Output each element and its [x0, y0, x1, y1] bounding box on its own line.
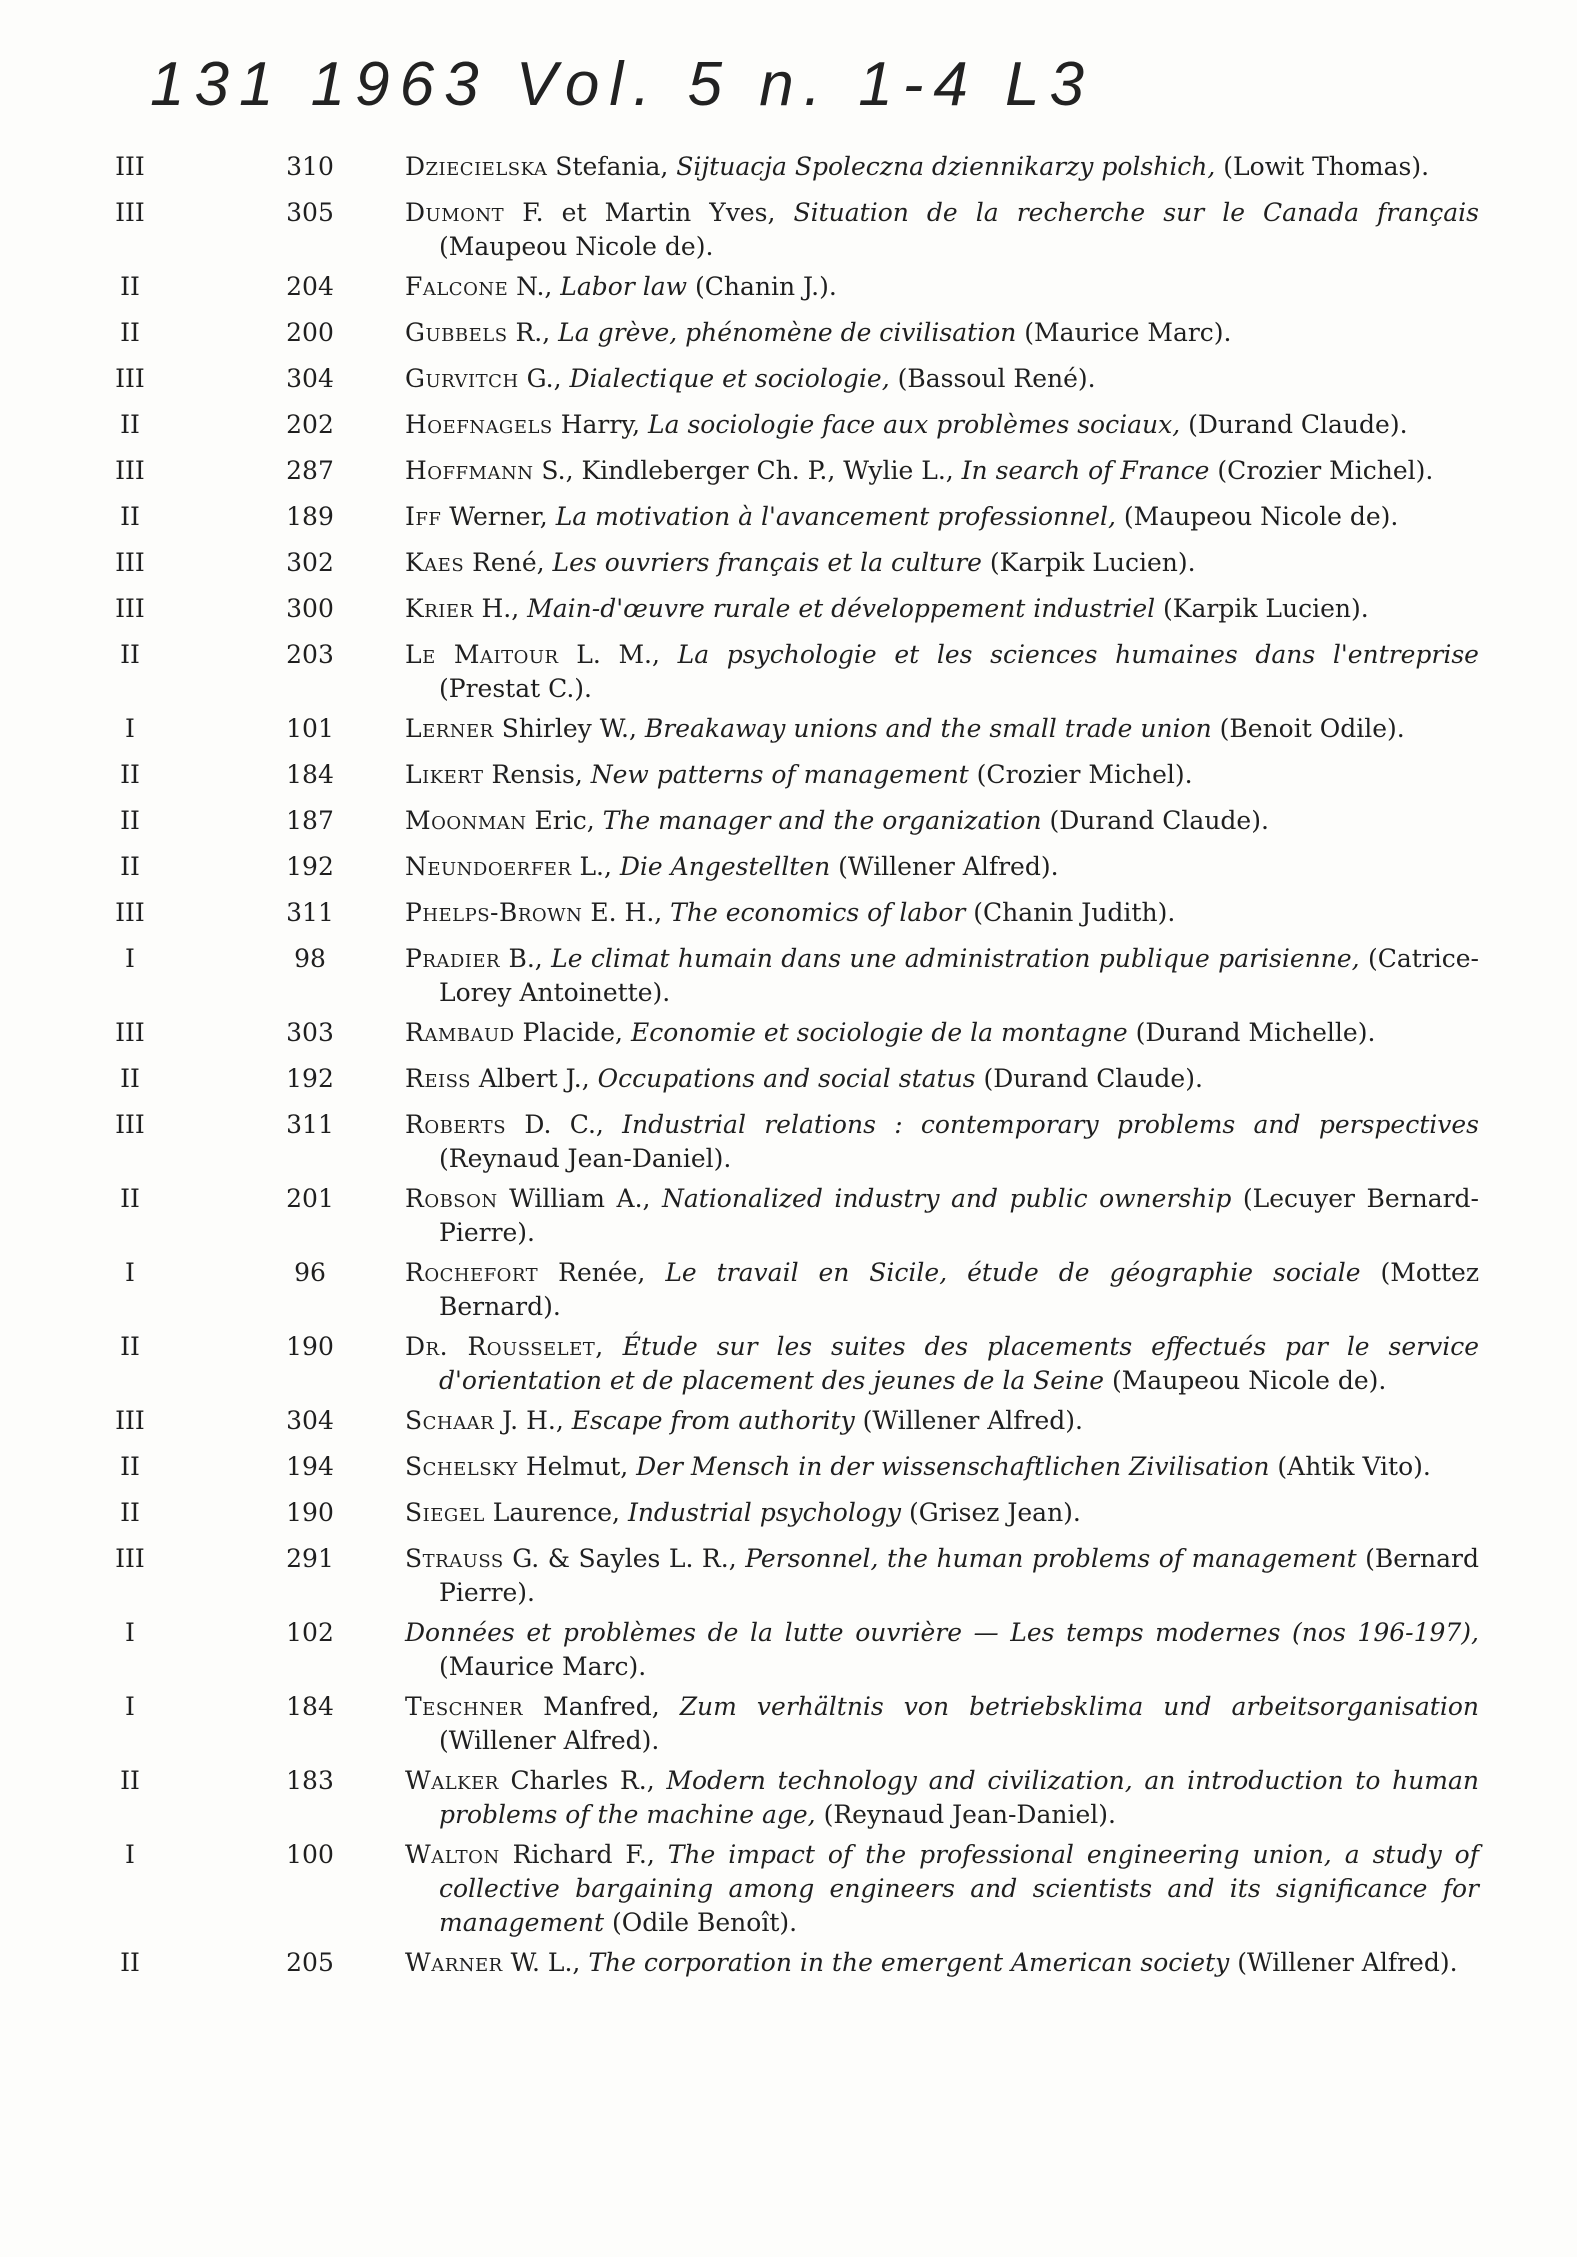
work-title: The manager and the organization [602, 806, 1042, 835]
bibliography-entry [70, 1690, 1490, 1758]
reviewer: (Willener Alfred). [439, 1726, 660, 1755]
page-number: 184 [286, 760, 334, 789]
author-details: Rensis, [483, 760, 591, 789]
reference-text [405, 1404, 1479, 1438]
bibliography-entry [70, 270, 1490, 310]
work-title: Der Mensch in der wissenschaftlichen Zivilisation [636, 1452, 1270, 1481]
bibliography-entry [70, 1764, 1490, 1832]
page-number: 304 [286, 1406, 334, 1435]
reference-text [405, 1450, 1479, 1484]
author-details: Werner, [441, 502, 556, 531]
reviewer: (Durand Claude). [1180, 410, 1408, 439]
reviewer: (Willener Alfred). [1229, 1948, 1458, 1977]
author-details: William A., [497, 1184, 662, 1213]
volume-number: III [115, 594, 145, 623]
page-number: 204 [286, 272, 334, 301]
reference-text [405, 546, 1479, 580]
author-name: Lerner [405, 714, 494, 743]
reference-text [405, 758, 1479, 792]
author-details: N., [508, 272, 561, 301]
volume-number: II [120, 410, 140, 439]
work-title: Die Angestellten [619, 852, 831, 881]
volume-number: III [115, 1406, 145, 1435]
volume-number: III [115, 1018, 145, 1047]
author-name: Dumont [405, 198, 505, 227]
reviewer: (Odile Benoît). [604, 1908, 798, 1937]
reviewer: (Catrice-Lorey Antoinette). [439, 944, 1479, 1007]
page-number: 200 [286, 318, 334, 347]
bibliography-entry [70, 1946, 1490, 1986]
volume-number: I [125, 944, 135, 973]
author-details: Harry, [552, 410, 649, 439]
reference-text [405, 850, 1479, 884]
reviewer: (Prestat C.). [439, 674, 592, 703]
bibliography-entry [70, 546, 1490, 586]
volume-number: III [115, 456, 145, 485]
reviewer: (Lowit Thomas). [1215, 152, 1430, 181]
author-details: Eric, [526, 806, 603, 835]
reference-text [405, 270, 1479, 304]
author-details: Charles R., [498, 1766, 667, 1795]
reference-text [405, 1062, 1479, 1096]
volume-number: III [115, 1110, 145, 1139]
bibliography-entry [70, 150, 1490, 190]
reviewer: (Maupeou Nicole de). [1104, 1366, 1387, 1395]
page-number: 96 [294, 1258, 326, 1287]
reviewer: (Durand Michelle). [1127, 1018, 1376, 1047]
author-details: F. et Martin Yves, [504, 198, 794, 227]
reference-text [405, 316, 1479, 350]
work-title: New patterns of management [590, 760, 969, 789]
reviewer: (Lecuyer Bernard-Pierre). [439, 1184, 1480, 1247]
volume-number: I [125, 714, 135, 743]
author-name: Gubbels [405, 318, 508, 347]
reference-text [405, 638, 1479, 706]
author-name: Walker [405, 1766, 499, 1795]
page-number: 184 [286, 1692, 334, 1721]
reviewer: (Durand Claude). [975, 1064, 1203, 1093]
reference-text [405, 1690, 1479, 1758]
volume-number: III [115, 548, 145, 577]
page-number: 201 [286, 1184, 334, 1213]
reviewer: (Grisez Jean). [901, 1498, 1081, 1527]
author-details: R., [507, 318, 559, 347]
bibliography-entry [70, 1256, 1490, 1324]
page-number: 98 [294, 944, 326, 973]
author-details: H., [473, 594, 528, 623]
author-details: G. & Sayles L. R., [503, 1544, 746, 1573]
reviewer: (Ahtik Vito). [1269, 1452, 1431, 1481]
page-number: 192 [286, 852, 334, 881]
work-title: Zum verhältnis von betriebsklima und arbeitsorganisation [679, 1692, 1479, 1721]
author-name: Neundoerfer [405, 852, 572, 881]
bibliography-entry [70, 1182, 1490, 1250]
reviewer: (Bernard Pierre). [439, 1544, 1479, 1607]
reviewer: (Mottez Bernard). [439, 1258, 1479, 1321]
bibliography-entry [70, 1450, 1490, 1490]
author-name: Gurvitch [405, 364, 519, 393]
volume-number: II [120, 760, 140, 789]
reference-text [405, 1496, 1479, 1530]
reference-text [405, 150, 1479, 184]
reference-text [405, 1016, 1479, 1050]
author-name: Hoffmann [405, 456, 534, 485]
page-number: 303 [286, 1018, 334, 1047]
work-title: Breakaway unions and the small trade union [644, 714, 1212, 743]
volume-number: II [120, 1948, 140, 1977]
work-title: Données et problèmes de la lutte ouvrière — Les temps modernes (nos 196-197), [405, 1618, 1479, 1647]
volume-number: II [120, 1498, 140, 1527]
bibliography-entry [70, 1330, 1490, 1398]
author-name: Robson [405, 1184, 498, 1213]
work-title: Nationalized industry and public ownership [661, 1184, 1232, 1213]
author-name: Schaar [405, 1406, 495, 1435]
author-details: L. M., [558, 640, 678, 669]
bibliography-list [70, 150, 1490, 1992]
volume-number: II [120, 1064, 140, 1093]
bibliography-entry [70, 1062, 1490, 1102]
reviewer: (Reynaud Jean-Daniel). [439, 1144, 732, 1173]
reference-text [405, 1764, 1479, 1832]
author-details: W. L., [502, 1948, 589, 1977]
volume-number: II [120, 318, 140, 347]
page-number: 192 [286, 1064, 334, 1093]
work-title: Labor law [560, 272, 688, 301]
author-details: D. C., [506, 1110, 623, 1139]
volume-number: III [115, 898, 145, 927]
work-title: Modern technology and civilization, an introduction to human problems of the machine age, [439, 1766, 1479, 1829]
author-name: Moonman [405, 806, 527, 835]
bibliography-entry [70, 850, 1490, 890]
page-number: 304 [286, 364, 334, 393]
reviewer: (Bassoul René). [889, 364, 1096, 393]
reference-text [405, 454, 1479, 488]
page-number: 187 [286, 806, 334, 835]
author-name: Hoefnagels [405, 410, 553, 439]
work-title: Étude sur les suites des placements effectués par le service d'orientation et de placement des jeunes de la Seine [439, 1332, 1479, 1395]
volume-number: I [125, 1840, 135, 1869]
reference-text [405, 712, 1479, 746]
volume-number: III [115, 198, 145, 227]
author-name: Warner [405, 1948, 503, 1977]
bibliography-entry [70, 196, 1490, 264]
reviewer: (Willener Alfred). [854, 1406, 1083, 1435]
work-title: La psychologie et les sciences humaines dans l'entreprise [677, 640, 1479, 669]
author-details: René, [464, 548, 553, 577]
volume-number: II [120, 1184, 140, 1213]
author-details: G., [518, 364, 570, 393]
reviewer: (Benoit Odile). [1211, 714, 1405, 743]
work-title: In search of France [961, 456, 1210, 485]
reviewer: (Maurice Marc). [1016, 318, 1232, 347]
reference-text [405, 942, 1479, 1010]
bibliography-entry [70, 1838, 1490, 1940]
author-name: Roberts [405, 1110, 507, 1139]
reference-text [405, 196, 1479, 264]
reference-text [405, 804, 1479, 838]
author-name: Rochefort [405, 1258, 539, 1287]
volume-number: II [120, 1332, 140, 1361]
volume-number: II [120, 1766, 140, 1795]
author-details: Placide, [514, 1018, 631, 1047]
volume-number: II [120, 640, 140, 669]
work-title: Dialectique et sociologie, [569, 364, 890, 393]
page-number: 203 [286, 640, 334, 669]
reviewer: (Maurice Marc). [439, 1652, 647, 1681]
reference-text [405, 1616, 1479, 1684]
bibliography-entry [70, 362, 1490, 402]
reviewer: (Maupeou Nicole de). [439, 232, 714, 261]
reference-text [405, 1182, 1479, 1250]
author-details: Helmut, [517, 1452, 637, 1481]
reviewer: (Karpik Lucien). [981, 548, 1196, 577]
reviewer: (Durand Claude). [1041, 806, 1269, 835]
work-title: The impact of the professional engineering union, a study of collective bargaining among engineers and scientists and its significance for management [439, 1840, 1479, 1937]
page-number: 190 [286, 1332, 334, 1361]
volume-number: III [115, 364, 145, 393]
reference-text [405, 408, 1479, 442]
page-number: 202 [286, 410, 334, 439]
author-details: S., Kindleberger Ch. P., Wylie L., [533, 456, 962, 485]
author-name: Reiss [405, 1064, 471, 1093]
author-name: Kaes [405, 548, 465, 577]
reference-text [405, 1256, 1479, 1324]
author-name: Pradier [405, 944, 501, 973]
page-number: 287 [286, 456, 334, 485]
author-details: Albert J., [470, 1064, 598, 1093]
reviewer: (Chanin Judith). [965, 898, 1176, 927]
bibliography-entry [70, 638, 1490, 706]
work-title: La grève, phénomène de civilisation [558, 318, 1017, 347]
author-name: Walton [405, 1840, 500, 1869]
page-number: 100 [286, 1840, 334, 1869]
author-name: Krier [405, 594, 474, 623]
author-details: L., [571, 852, 620, 881]
volume-number: II [120, 852, 140, 881]
reference-text [405, 896, 1479, 930]
reference-text [405, 500, 1479, 534]
bibliography-entry [70, 454, 1490, 494]
reference-text [405, 592, 1479, 626]
page-number: 205 [286, 1948, 334, 1977]
page-number: 305 [286, 198, 334, 227]
work-title: Occupations and social status [597, 1064, 976, 1093]
page-number: 302 [286, 548, 334, 577]
reviewer: (Karpik Lucien). [1155, 594, 1369, 623]
page-number: 311 [286, 1110, 334, 1139]
author-details: Laurence, [484, 1498, 628, 1527]
reference-text [405, 1542, 1479, 1610]
bibliography-entry [70, 1404, 1490, 1444]
bibliography-entry [70, 1542, 1490, 1610]
bibliography-entry [70, 408, 1490, 448]
reference-text [405, 362, 1479, 396]
reviewer: (Crozier Michel). [968, 760, 1193, 789]
handwritten-header: 131 1963 Vol. 5 n. 1-4 L3 [150, 50, 1095, 119]
page-number: 291 [286, 1544, 334, 1573]
volume-number: III [115, 1544, 145, 1573]
author-name: Schelsky [405, 1452, 518, 1481]
volume-number: I [125, 1618, 135, 1647]
work-title: Situation de la recherche sur le Canada français [793, 198, 1479, 227]
page-number: 102 [286, 1618, 334, 1647]
author-details: B., [500, 944, 552, 973]
bibliography-entry [70, 942, 1490, 1010]
page-number: 190 [286, 1498, 334, 1527]
volume-number: II [120, 272, 140, 301]
volume-number: I [125, 1692, 135, 1721]
author-name: Teschner [405, 1692, 524, 1721]
work-title: The economics of labor [670, 898, 966, 927]
author-name: Falcone [405, 272, 509, 301]
work-title: Escape from authority [571, 1406, 855, 1435]
bibliography-entry [70, 1616, 1490, 1684]
volume-number: III [115, 152, 145, 181]
work-title: La sociologie face aux problèmes sociaux, [648, 410, 1181, 439]
bibliography-entry [70, 500, 1490, 540]
page-number: 183 [286, 1766, 334, 1795]
author-details: E. H., [582, 898, 671, 927]
bibliography-entry [70, 804, 1490, 844]
author-details: J. H., [494, 1406, 572, 1435]
page-number: 101 [286, 714, 334, 743]
page-number: 300 [286, 594, 334, 623]
volume-number: II [120, 806, 140, 835]
bibliography-entry [70, 316, 1490, 356]
work-title: Personnel, the human problems of management [745, 1544, 1357, 1573]
author-name: Siegel [405, 1498, 485, 1527]
bibliography-entry [70, 1496, 1490, 1536]
bibliography-entry [70, 1108, 1490, 1176]
author-name: Phelps-Brown [405, 898, 583, 927]
author-details: Shirley W., [493, 714, 645, 743]
reference-text [405, 1330, 1479, 1398]
page-number: 311 [286, 898, 334, 927]
work-title: Main-d'œuvre rurale et développement industriel [527, 594, 1156, 623]
author-name: Iff [405, 502, 442, 531]
author-details: Manfred, [523, 1692, 680, 1721]
author-details: Stefania, [547, 152, 677, 181]
work-title: Economie et sociologie de la montagne [630, 1018, 1128, 1047]
author-name: Dr. Rousselet, [405, 1332, 604, 1361]
volume-number: II [120, 502, 140, 531]
reviewer: (Reynaud Jean-Daniel). [815, 1800, 1116, 1829]
author-details: Richard F., [499, 1840, 668, 1869]
bibliography-entry [70, 896, 1490, 936]
reviewer: (Crozier Michel). [1209, 456, 1434, 485]
reference-text [405, 1108, 1479, 1176]
reference-text [405, 1946, 1479, 1980]
author-name: Le Maitour [405, 640, 559, 669]
work-title: Industrial relations : contemporary problems and perspectives [622, 1110, 1479, 1139]
work-title: Le climat humain dans une administration publique parisienne, [551, 944, 1360, 973]
bibliography-entry [70, 1016, 1490, 1056]
work-title: Les ouvriers français et la culture [552, 548, 982, 577]
bibliography-entry [70, 592, 1490, 632]
author-details [604, 1332, 623, 1361]
work-title: La motivation à l'avancement professionnel, [555, 502, 1116, 531]
author-name: Dziecielska [405, 152, 548, 181]
author-name: Strauss [405, 1544, 504, 1573]
work-title: Industrial psychology [627, 1498, 901, 1527]
page-number: 310 [286, 152, 334, 181]
work-title: Le travail en Sicile, étude de géographie sociale [665, 1258, 1361, 1287]
author-name: Likert [405, 760, 484, 789]
work-title: The corporation in the emergent American society [588, 1948, 1230, 1977]
reference-text [405, 1838, 1479, 1940]
author-details: Renée, [538, 1258, 666, 1287]
author-name: Rambaud [405, 1018, 515, 1047]
volume-number: I [125, 1258, 135, 1287]
reviewer: (Maupeou Nicole de). [1115, 502, 1399, 531]
reviewer: (Willener Alfred). [830, 852, 1059, 881]
page-number: 194 [286, 1452, 334, 1481]
page-number: 189 [286, 502, 334, 531]
reviewer: (Chanin J.). [687, 272, 837, 301]
bibliography-entry [70, 758, 1490, 798]
volume-number: II [120, 1452, 140, 1481]
work-title: Sijtuacja Spoleczna dziennikarzy polshich, [676, 152, 1216, 181]
bibliography-entry [70, 712, 1490, 752]
